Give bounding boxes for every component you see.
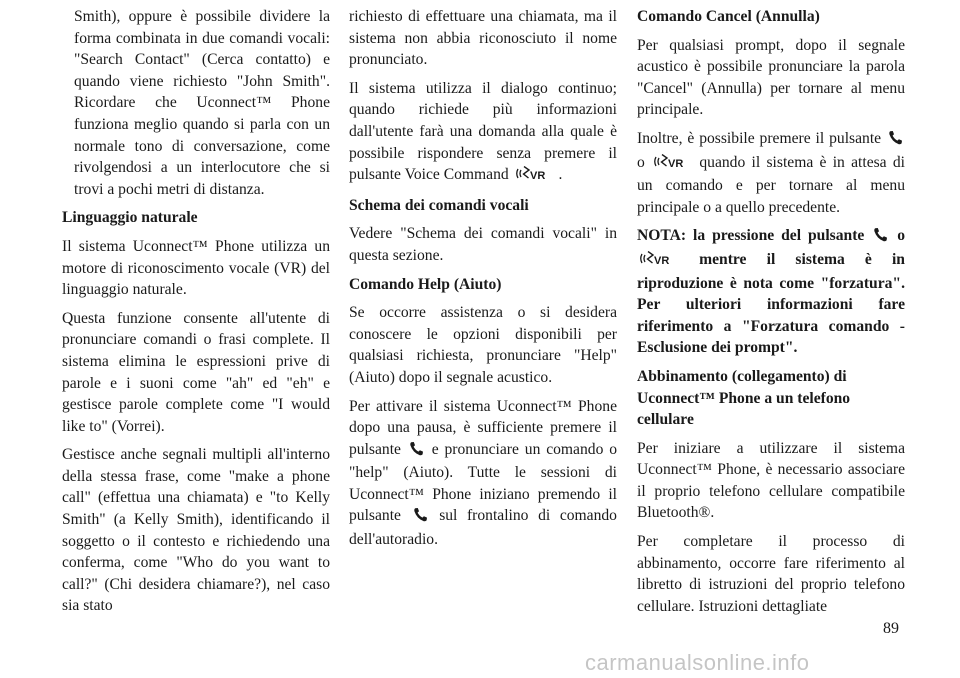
section-heading: Comando Help (Aiuto) (349, 275, 502, 293)
phone-icon (409, 441, 424, 463)
paragraph (349, 396, 617, 551)
section-heading: Schema dei comandi vocali (349, 196, 529, 214)
paragraph: Smith), oppure è possibile dividere la forma combinata in due comandi vocali: "Search Contact" (Cerca contatto) e quando viene richiesto "John Smith". Ricordare che Uconnect™ Phone funziona meglio quando si parla con un normale tono di conversazione, come rivolgendosi a un interlocutore che si trovi a pochi metri di distanza. (74, 8, 330, 198)
text-run: quando il sistema è in attesa di un comando e per tornare al menu principale o a quello precedente. (637, 153, 905, 216)
section-heading: Linguaggio naturale (62, 209, 198, 227)
note (637, 225, 905, 359)
vr-label: VR (529, 170, 545, 182)
paragraph: Questa funzione consente all'utente di pronunciare comandi o frasi complete. Il sistema elimina le espressioni prive di parole e i suoni come "ah" ed "eh" e gestisce parole complete come "I would like to" (Vorrei). (62, 309, 330, 435)
vr-label: VR (668, 157, 684, 169)
section-heading: Comando Cancel (Annulla) (637, 8, 820, 25)
paragraph (349, 78, 617, 188)
voice-command-icon (639, 251, 677, 273)
paragraph: Il sistema Uconnect™ Phone utilizza un motore di riconoscimento vocale (VR) del linguaggio naturale. (62, 237, 330, 299)
text-run: . (558, 166, 563, 184)
vr-label: VR (654, 254, 670, 266)
text-run: o (637, 153, 645, 171)
paragraph: Per qualsiasi prompt, dopo il segnale acustico è possibile pronunciare la parola "Cancel" (Annulla) per tornare al menu principale. (637, 36, 905, 119)
column-3 (637, 6, 905, 624)
text-run: Inoltre, è possibile premere il pulsante (637, 129, 882, 147)
paragraph (637, 128, 905, 218)
text-run: Il sistema utilizza il dialogo continuo; quando richiede più informazioni dall'utente farà una domanda alla quale è possibile rispondere senza premere il pulsante Voice Command (349, 79, 617, 184)
column-1 (62, 6, 330, 624)
text-run: NOTA: la pressione del pulsante (637, 227, 865, 245)
paragraph: Gestisce anche segnali multipli all'interno della stessa frase, come "make a phone call" (effettua una chiamata) e "to Kelly Smith" (a Kelly Smith), identificando il soggetto o il contesto e richiedendo una conferma, come "Who do you want to call?" (Chi desidera chiamare?), nel caso sia stato (62, 446, 330, 615)
voice-command-icon (653, 154, 691, 176)
paragraph: Vedere "Schema dei comandi vocali" in questa sezione. (349, 225, 617, 264)
text-run: e pronunciare un comando o "help" (Aiuto). Tutte le sessioni di Uconnect™ Phone iniziano premendo il pulsante (349, 440, 618, 525)
text-run: sul frontalino di comando dell'autoradio. (349, 507, 617, 549)
phone-icon (888, 130, 903, 152)
paragraph: richiesto di effettuare una chiamata, ma il sistema non abbia riconosciuto il nome pronunciato. (349, 8, 617, 69)
voice-command-icon (515, 166, 553, 188)
column-2 (349, 6, 617, 558)
text-run: o (897, 227, 905, 245)
watermark: carmanualsonline.info (585, 650, 810, 675)
paragraph: Per completare il processo di abbinamento, occorre fare riferimento al libretto di istruzioni del proprio telefono cellulare. Istruzioni dettagliate (637, 533, 905, 615)
text-run: mentre il sistema è in riproduzione è nota come "forzatura". Per ulteriori informazioni fare riferimento a "Forzatura comando - Esclusione dei prompt". (637, 250, 905, 357)
page-number: 89 (883, 620, 899, 637)
section-heading: Abbinamento (collegamento) di Uconnect™ Phone a un telefono cellulare (637, 367, 851, 429)
paragraph: Se occorre assistenza o si desidera conoscere le opzioni disponibili per qualsiasi richiesta, pronunciare "Help" (Aiuto) dopo il segnale acustico. (349, 304, 617, 386)
phone-icon (873, 227, 888, 249)
text-run: Per attivare il sistema Uconnect™ Phone dopo una pausa, è sufficiente premere il pulsante (349, 397, 617, 458)
phone-icon (413, 507, 428, 529)
paragraph: Per iniziare a utilizzare il sistema Uconnect™ Phone, è necessario associare il proprio telefono cellulare compatibile Bluetooth®. (637, 439, 905, 522)
